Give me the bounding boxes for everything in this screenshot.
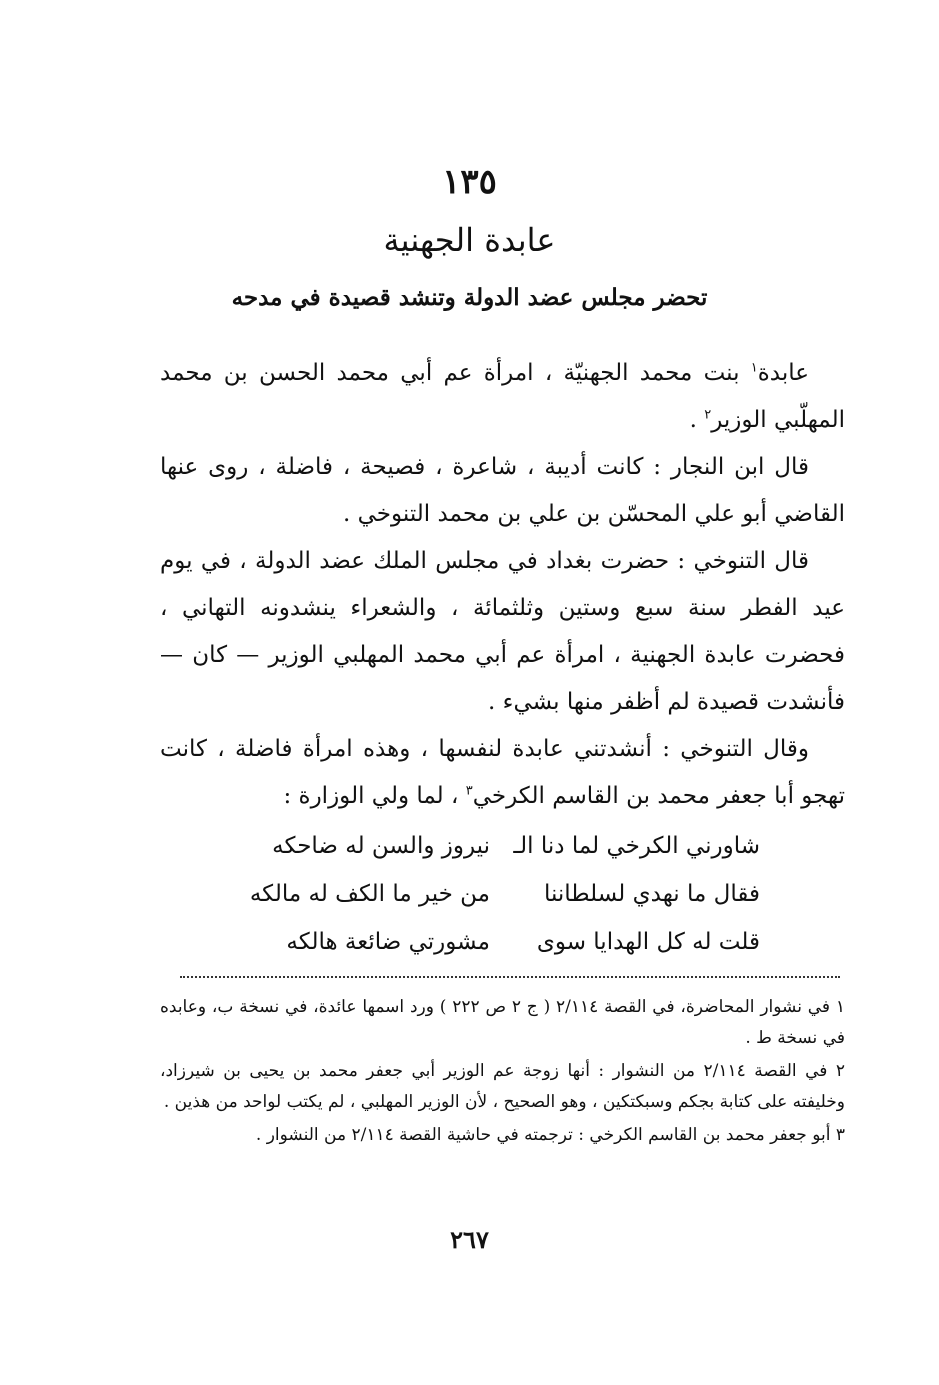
paragraph-1-name: عابدة [757,360,809,386]
entry-subtitle: تحضر مجلس عضد الدولة وتنشد قصيدة في مدحه [231,284,708,311]
footnote-3: ٣ أبو جعفر محمد بن القاسم الكرخي : ترجمته في حاشية القصة ٢/١١٤ من النشوار . [255,1125,845,1145]
poem-verse [240,918,760,966]
poem-verse [240,870,760,918]
paragraph-4-end: ، لما ولي الوزارة : [283,783,466,809]
footnote-ref-3: ٣ [465,783,473,799]
poem-verse [240,822,760,870]
footnote-divider [180,976,840,978]
paragraph-4 [160,726,845,820]
entry-number: ١٣٥ [442,162,497,202]
paragraph-1-text: بنت محمد الجهنيّة ، امرأة عم أبي محمد الحسن بن محمد المهلّبي الوزير [160,360,845,433]
entry-title: عابدة الجهنية [383,221,556,259]
footnote-2: ٢ في القصة ٢/١١٤ من النشوار : أنها زوجة عم الوزير أبي جعفر محمد بن يحيى بن شيرزاد، وخليفته على كتابة بجكم وسبكتكين ، وهو الصحيح ، لأن الوزير المهلبي ، لم يكتب لواحد من هذين . [160,1061,845,1112]
paragraph-2: قال ابن النجار : كانت أديبة ، شاعرة ، فصيحة ، فاضلة ، روى عنها القاضي أبو علي المحسّن بن علي بن محمد التنوخي . [160,454,845,527]
footnotes [160,992,845,1153]
footnote-ref-2: ٢ [704,407,712,423]
paragraph-3: قال التنوخي : حضرت بغداد في مجلس الملك عضد الدولة ، في يوم عيد الفطر سنة سبع وستين وثلثمائة ، والشعراء ينشدونه التهاني ، فحضرت عابدة الجهنية ، امرأة عم أبي محمد المهلبي الوزير — كان — فأنشدت قصيدة لم أظفر منها بشيء . [160,548,845,715]
footnote-1: ١ في نشوار المحاضرة، في القصة ٢/١١٤ ( ج ٢ ص ٢٢٢ ) ورد اسمها عائدة، في نسخة ب، وعابده في نسخة ط . [160,997,845,1048]
poem [240,822,760,966]
paragraph-4-text: وقال التنوخي : أنشدتني عابدة لنفسها ، وهذه امرأة فاضلة ، كانت تهجو أبا جعفر محمد بن القاسم الكرخي [160,736,845,809]
paragraph-1-end: . [689,407,705,433]
poem-first-hemistich: قلت له كل الهدايا سوى [536,929,760,955]
poem-second-hemistich: نيروز والسن له ضاحكه [272,833,490,859]
poem-first-hemistich: فقال ما نهدي لسلطاننا [543,881,760,907]
poem-second-hemistich: مشورتي ضائعة هالكه [286,929,490,955]
poem-second-hemistich: من خير ما الكف له مالكه [249,881,490,907]
page-number: ٢٦٧ [450,1225,489,1254]
footnote-ref-1: ١ [750,360,758,376]
poem-first-hemistich: شاورني الكرخي لما دنا الـ [513,833,760,859]
paragraph-1 [160,350,845,444]
body-text [160,350,845,820]
